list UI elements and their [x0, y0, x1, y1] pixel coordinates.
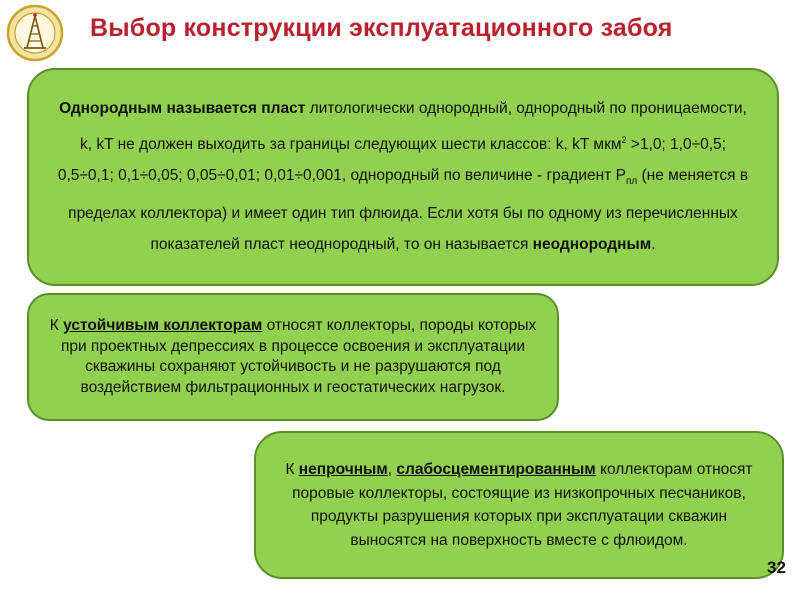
stable-collectors-text: К устойчивым коллекторам относят коллекторы, породы которых при проектных депрессиях в процессе освоения и эксплуатации скважины сохраняют устойчивость и не разрушаются под воздействием фильтрационных и геостатических нагрузок.	[49, 317, 537, 396]
term-weak: непрочным	[298, 461, 388, 478]
weak-collectors-text: К непрочным, слабосцементированным коллекторам относят поровые коллекторы, состоящие из низкопрочных песчаников, продукты разрушения которых при эксплуатации скважин выносятся на поверхность вместе с флюидом.	[285, 461, 753, 549]
term-poorly-cemented: слабосцементированным	[396, 461, 596, 478]
term-homogeneous: Однородным называется пласт	[59, 100, 306, 118]
university-logo-icon	[6, 4, 64, 62]
page-number: 32	[767, 558, 786, 577]
term-stable-collectors: устойчивым коллекторам	[63, 317, 263, 334]
slide-title: Выбор конструкции эксплуатационного забоя	[90, 14, 673, 42]
homogeneous-formation-box	[27, 68, 779, 286]
homogeneous-formation-text: Однородным называется пласт литологически однородный, однородный по проницаемости, k, kT не должен выходить за границы следующих шести классов: k, kT мкм$^2$ >1,0; 1,0÷0,5; 0,5÷0,1; 0,1÷0,05; 0,05÷0,01; 0,01÷0,001, однородный по величине - градиент $Р_{пл}$ (не меняется в пределах коллектора) и имеет один тип флюида. Если хотя бы по одному из перечисленных показателей пласт неоднородный, то он называется неоднородным.	[57, 100, 749, 254]
term-heterogeneous: неоднородным	[532, 236, 652, 254]
stable-collectors-box	[27, 293, 559, 421]
weak-collectors-box	[254, 431, 784, 579]
